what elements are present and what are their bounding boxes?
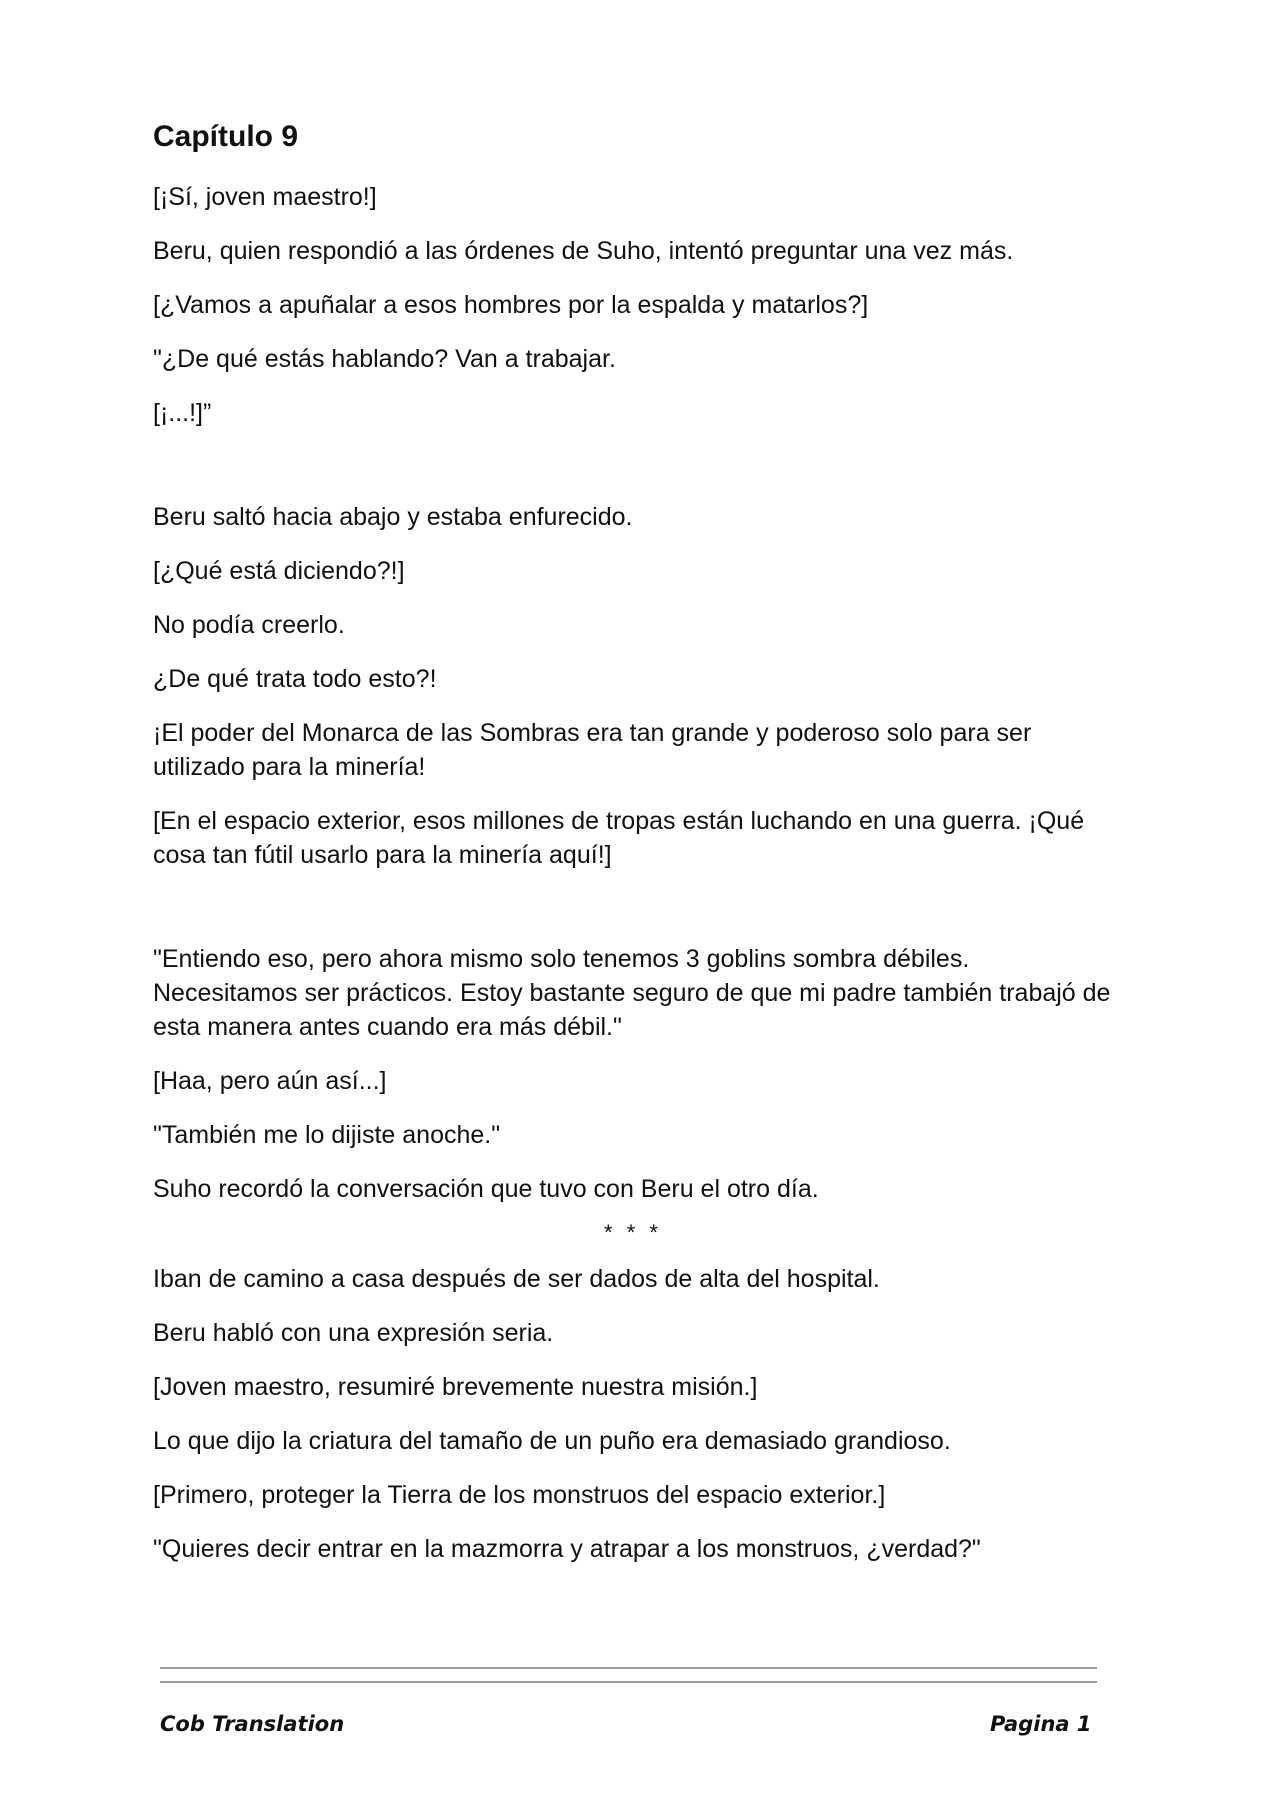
paragraph: [¡...!]”	[153, 398, 212, 427]
footer-page-number: Pagina 1	[990, 1712, 1092, 1736]
paragraph: [¿Vamos a apuñalar a esos hombres por la espalda y matarlos?]	[153, 290, 869, 319]
footer-translator-credit: Cob Translation	[160, 1712, 345, 1736]
paragraph: Lo que dijo la criatura del tamaño de un puño era demasiado grandioso.	[153, 1426, 951, 1455]
paragraph: "¿De qué estás hablando? Van a trabajar.	[153, 344, 616, 373]
paragraph: [¿Qué está diciendo?!]	[153, 556, 405, 585]
footer-divider	[160, 1667, 1097, 1669]
paragraph: ¿De qué trata todo esto?!	[153, 664, 437, 693]
paragraph: [En el espacio exterior, esos millones de tropas están luchando en una guerra. ¡Qué cosa tan fútil usarlo para la minería aquí!]	[153, 806, 1085, 869]
paragraph: "También me lo dijiste anoche."	[153, 1120, 501, 1149]
paragraph: [¡Sí, joven maestro!]	[153, 182, 377, 211]
paragraph: Iban de camino a casa después de ser dados de alta del hospital.	[153, 1264, 880, 1293]
chapter-title: Capítulo 9	[153, 120, 299, 153]
paragraph: Beru habló con una expresión seria.	[153, 1318, 554, 1347]
paragraph: "Entiendo eso, pero ahora mismo solo tenemos 3 goblins sombra débiles. Necesitamos ser prácticos. Estoy bastante seguro de que mi padre también trabajó de esta manera antes cuando era más débil."	[153, 944, 1111, 1041]
footer-divider	[160, 1681, 1097, 1683]
paragraph: Beru saltó hacia abajo y estaba enfurecido.	[153, 502, 633, 531]
document-body	[153, 118, 1113, 1586]
paragraph: [Joven maestro, resumiré brevemente nuestra misión.]	[153, 1372, 758, 1401]
paragraph: No podía creerlo.	[153, 610, 345, 639]
paragraph: Beru, quien respondió a las órdenes de Suho, intentó preguntar una vez más.	[153, 236, 1014, 265]
scene-separator: * * *	[604, 1219, 662, 1245]
paragraph: "Quieres decir entrar en la mazmorra y atrapar a los monstruos, ¿verdad?"	[153, 1534, 981, 1563]
paragraph: Suho recordó la conversación que tuvo con Beru el otro día.	[153, 1174, 819, 1203]
paragraph: [Primero, proteger la Tierra de los monstruos del espacio exterior.]	[153, 1480, 886, 1509]
paragraph: [Haa, pero aún así...]	[153, 1066, 387, 1095]
paragraph: ¡El poder del Monarca de las Sombras era tan grande y poderoso solo para ser utilizado para la minería!	[153, 718, 1032, 781]
